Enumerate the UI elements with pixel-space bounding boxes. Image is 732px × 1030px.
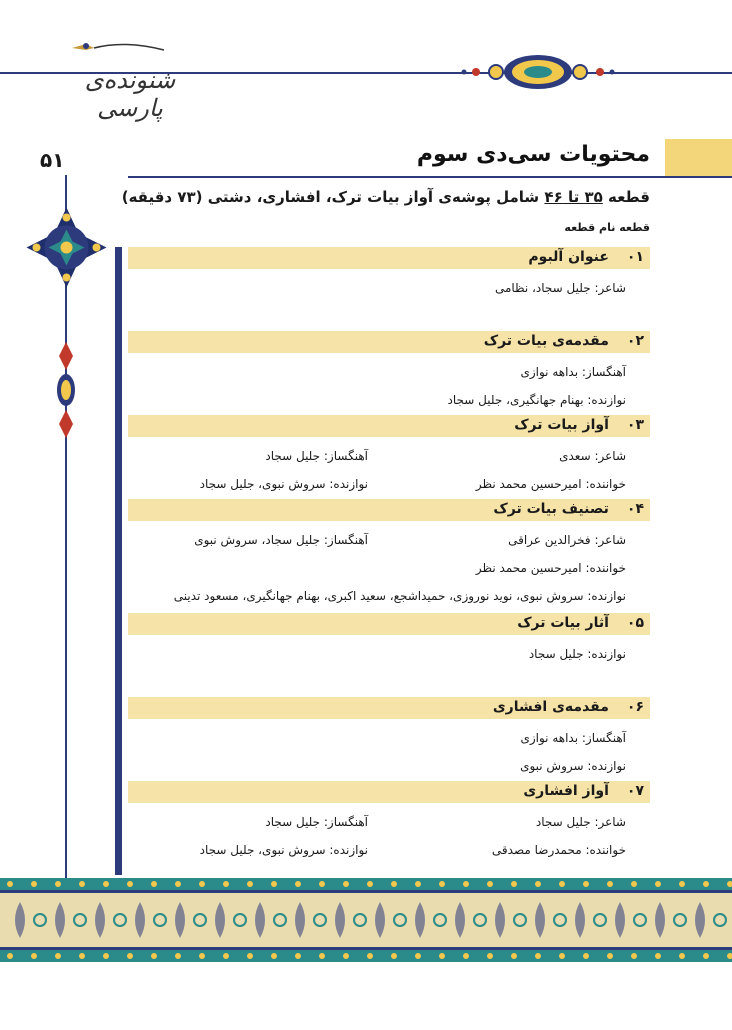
track-name: آثار بیات ترک <box>517 615 609 631</box>
subtitle <box>122 188 650 206</box>
header-ornament-icon <box>458 52 618 92</box>
track-number: ۰۲ <box>626 333 644 349</box>
content-vertical-bar <box>115 247 122 875</box>
track-credit: آهنگساز: بداهه نوازی <box>520 731 626 745</box>
small-ornament-icon <box>55 342 77 438</box>
track-credit: شاعر: جلیل سجاد <box>535 815 626 829</box>
subtitle-range: ۳۵ تا ۴۶ <box>544 188 603 206</box>
track-name: عنوان آلبوم <box>528 249 609 265</box>
track-credit: آهنگساز: بداهه نوازی <box>520 365 626 379</box>
track-number: ۰۳ <box>626 417 644 433</box>
track-credit: نوازنده: بهنام جهانگیری، جلیل سجاد <box>447 393 626 407</box>
track-credit: نوازنده: سروش نبوی، جلیل سجاد <box>199 477 368 491</box>
subtitle-suffix: شامل پوشه‌ی آواز بیات ترک، افشاری، دشتی (۷۳ دقیقه) <box>121 188 545 206</box>
track-name: آواز بیات ترک <box>514 417 609 433</box>
track-number: ۰۵ <box>626 615 644 631</box>
medallion-ornament-icon <box>24 205 109 290</box>
column-headers: قطعه نام قطعه <box>564 221 650 234</box>
logo-text: شنونده‌ی پارسی <box>84 66 176 122</box>
track-list <box>128 247 650 877</box>
track-credit: نوازنده: سروش نبوی، نوید نوروزی، حمیداشجع، سعید اکبری، بهنام جهانگیری، مسعود تدینی <box>173 589 626 603</box>
track-title <box>493 699 644 715</box>
track-name: آواز افشاری <box>523 783 609 799</box>
footer-pattern-icon <box>0 878 732 962</box>
track-credit: شاعر: جلیل سجاد، نظامی <box>494 281 626 295</box>
page-number: ۵۱ <box>40 148 65 172</box>
track-number: ۰۷ <box>626 783 644 799</box>
track-name: مقدمه‌ی افشاری <box>492 699 609 715</box>
track-credit: نوازنده: جلیل سجاد <box>528 647 626 661</box>
track-number: ۰۱ <box>626 249 644 265</box>
track-credit: شاعر: سعدی <box>559 449 626 463</box>
track-number: ۰۴ <box>626 501 644 517</box>
title-rule <box>128 176 732 178</box>
track-credit: خواننده: امیرحسین محمد نظر <box>475 561 626 575</box>
track-title <box>484 333 644 349</box>
footer-pattern <box>0 878 732 962</box>
track-credit: خواننده: محمدرضا مصدقی <box>491 843 626 857</box>
track-title <box>528 249 644 265</box>
track-credit: آهنگساز: جلیل سجاد، سروش نبوی <box>194 533 368 547</box>
subtitle-prefix: قطعه <box>602 188 650 206</box>
track-title <box>523 783 644 799</box>
track-title <box>517 615 644 631</box>
track-name: مقدمه‌ی بیات ترک <box>483 333 609 349</box>
track-credit: خواننده: امیرحسین محمد نظر <box>475 477 626 491</box>
track-credit: شاعر: فخرالدین عراقی <box>508 533 626 547</box>
track-credit: نوازنده: سروش نبوی، جلیل سجاد <box>199 843 368 857</box>
track-credit: آهنگساز: جلیل سجاد <box>265 815 368 829</box>
track-number: ۰۶ <box>626 699 644 715</box>
page-title: محتویات سی‌دی سوم <box>416 142 650 167</box>
track-name: تصنیف بیات ترک <box>493 501 609 517</box>
track-credit: نوازنده: سروش نبوی <box>520 759 626 773</box>
track-title <box>493 501 644 517</box>
title-band <box>665 139 732 176</box>
track-title <box>514 417 644 433</box>
track-credit: آهنگساز: جلیل سجاد <box>265 449 368 463</box>
